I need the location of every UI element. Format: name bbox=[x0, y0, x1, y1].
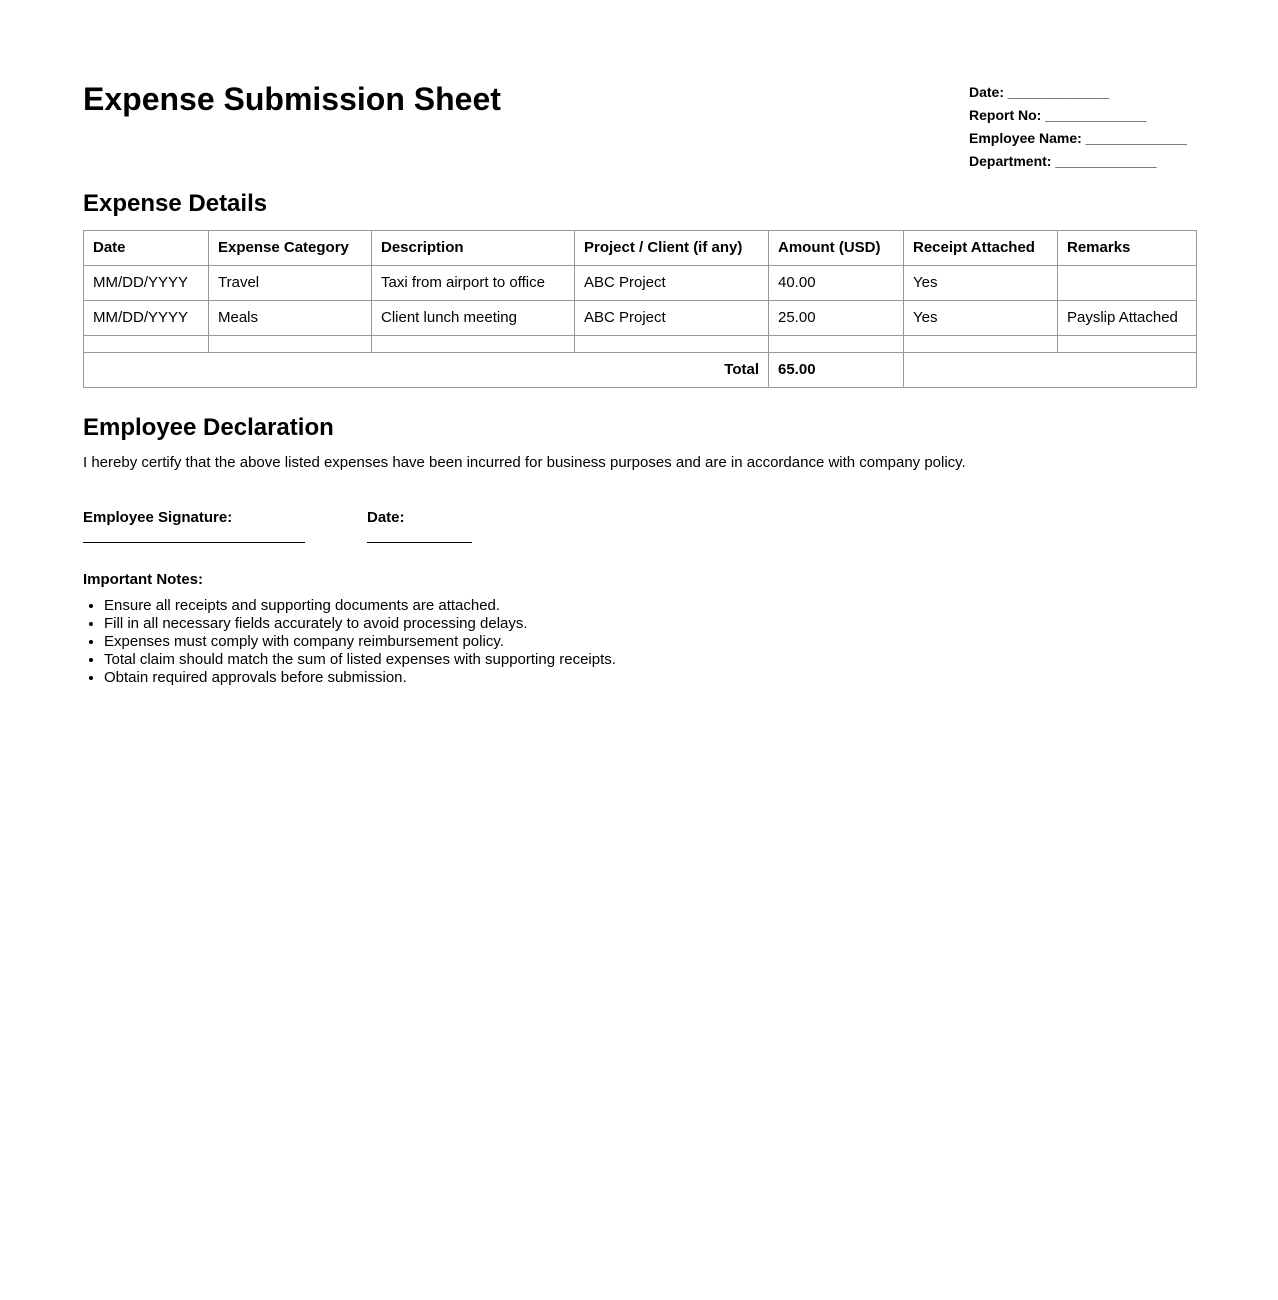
meta-report-no-label: Report No: bbox=[969, 107, 1042, 123]
cell-amount: 40.00 bbox=[769, 266, 904, 301]
cell-receipt-attached bbox=[904, 336, 1058, 353]
signature-date-label: Date: bbox=[367, 509, 405, 526]
meta-report-no-blank: _____________ bbox=[1045, 107, 1147, 123]
header-meta-block bbox=[969, 81, 1195, 173]
note-item: • Obtain required approvals before submission. bbox=[104, 669, 1195, 687]
col-header-expense-category: Expense Category bbox=[209, 231, 372, 266]
expense-details-heading: Expense Details bbox=[83, 190, 268, 217]
cell-expense-category: Travel bbox=[209, 266, 372, 301]
cell-date: MM/DD/YYYY bbox=[84, 266, 209, 301]
meta-department-label: Department: bbox=[969, 153, 1052, 169]
col-header-amount: Amount (USD) bbox=[769, 231, 904, 266]
table-total-row bbox=[84, 353, 1197, 388]
employee-signature-line bbox=[83, 542, 305, 543]
table-row-empty bbox=[84, 336, 1197, 353]
total-label: Total bbox=[84, 353, 769, 388]
meta-date-field bbox=[969, 81, 1195, 104]
cell-remarks bbox=[1058, 336, 1197, 353]
employee-declaration-heading: Employee Declaration bbox=[83, 414, 334, 441]
note-item: • Expenses must comply with company reimbursement policy. bbox=[104, 633, 1195, 651]
cell-description: Taxi from airport to office bbox=[372, 266, 575, 301]
cell-expense-category: Meals bbox=[209, 301, 372, 336]
signature-section bbox=[83, 509, 1195, 543]
meta-employee-name-field bbox=[969, 127, 1195, 150]
employee-signature-label: Employee Signature: bbox=[83, 509, 233, 526]
meta-date-label: Date: bbox=[969, 84, 1005, 100]
meta-department-field bbox=[969, 150, 1195, 173]
cell-project-client: ABC Project bbox=[575, 266, 769, 301]
note-item: • Total claim should match the sum of listed expenses with supporting receipts. bbox=[104, 651, 1195, 669]
expense-table bbox=[83, 230, 1197, 388]
page-title: Expense Submission Sheet bbox=[83, 81, 501, 117]
total-value: 65.00 bbox=[769, 353, 904, 388]
meta-date-blank: _____________ bbox=[1007, 84, 1110, 100]
cell-description: Client lunch meeting bbox=[372, 301, 575, 336]
cell-date: MM/DD/YYYY bbox=[84, 301, 209, 336]
document-header bbox=[83, 81, 1195, 173]
meta-employee-name-label: Employee Name: bbox=[969, 130, 1082, 146]
note-item: • Fill in all necessary fields accurately to avoid processing delays. bbox=[104, 615, 1195, 633]
cell-project-client: ABC Project bbox=[575, 301, 769, 336]
table-row bbox=[84, 266, 1197, 301]
meta-department-blank: _____________ bbox=[1055, 153, 1157, 169]
cell-receipt-attached: Yes bbox=[904, 266, 1058, 301]
cell-receipt-attached: Yes bbox=[904, 301, 1058, 336]
col-header-project-client: Project / Client (if any) bbox=[575, 231, 769, 266]
col-header-remarks: Remarks bbox=[1058, 231, 1197, 266]
important-notes-heading: Important Notes: bbox=[83, 571, 203, 588]
declaration-text: I hereby certify that the above listed expenses have been incurred for business purposes and are in accordance with company policy. bbox=[83, 454, 966, 471]
cell-description bbox=[372, 336, 575, 353]
employee-signature-field bbox=[83, 509, 367, 543]
table-header-row bbox=[84, 231, 1197, 266]
signature-date-line bbox=[367, 542, 472, 543]
note-item: • Ensure all receipts and supporting documents are attached. bbox=[104, 597, 1195, 615]
cell-remarks: Payslip Attached bbox=[1058, 301, 1197, 336]
cell-amount bbox=[769, 336, 904, 353]
signature-date-field bbox=[367, 509, 472, 543]
col-header-description: Description bbox=[372, 231, 575, 266]
cell-remarks bbox=[1058, 266, 1197, 301]
cell-amount: 25.00 bbox=[769, 301, 904, 336]
table-row bbox=[84, 301, 1197, 336]
meta-report-no-field bbox=[969, 104, 1195, 127]
col-header-date: Date bbox=[84, 231, 209, 266]
total-row-empty-cell bbox=[904, 353, 1197, 388]
cell-expense-category bbox=[209, 336, 372, 353]
important-notes-list bbox=[83, 597, 1195, 687]
col-header-receipt-attached: Receipt Attached bbox=[904, 231, 1058, 266]
cell-project-client bbox=[575, 336, 769, 353]
cell-date bbox=[84, 336, 209, 353]
meta-employee-name-blank: _____________ bbox=[1085, 130, 1187, 146]
